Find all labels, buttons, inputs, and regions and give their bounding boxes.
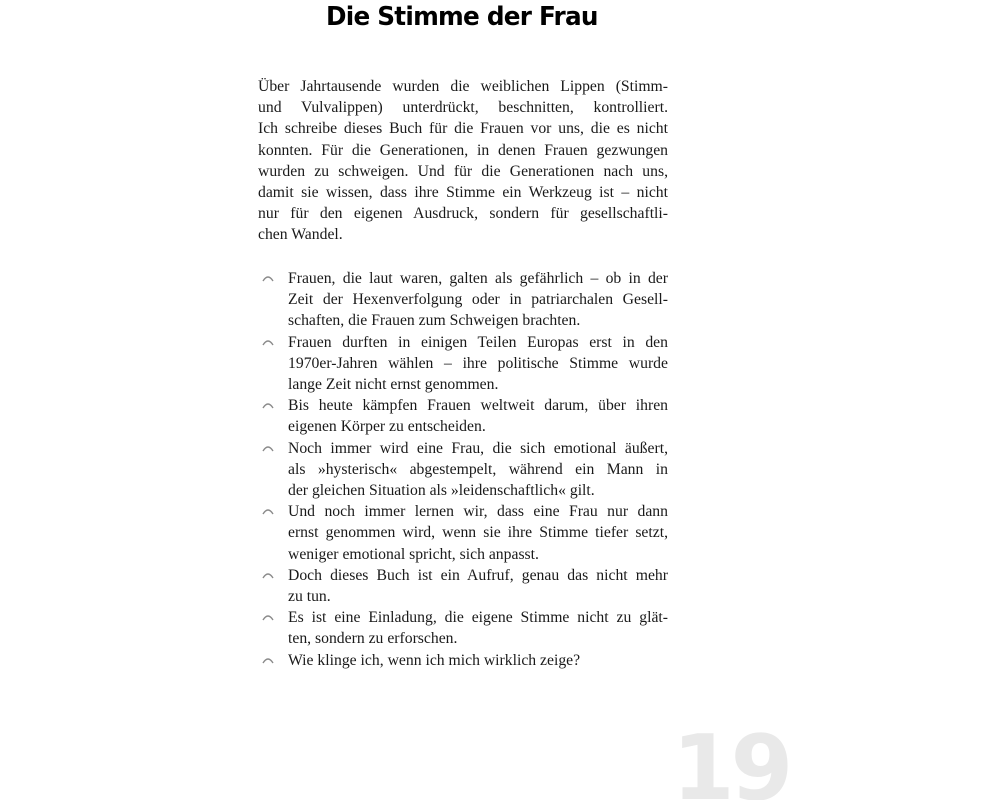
list-item-line: Frauen durften in einigen Teilen Europas erst in den <box>288 333 668 351</box>
lip-arc-icon <box>262 507 274 515</box>
page-number: 19 <box>672 716 790 800</box>
list-item <box>258 268 668 332</box>
list-item-line: Zeit der Hexenverfolgung oder in patriarchalen Gesell- <box>288 291 668 309</box>
intro-line: und Vulvalippen) unterdrückt, beschnitten, kontrolliert. <box>258 99 668 117</box>
list-item-line: Es ist eine Einladung, die eigene Stimme nicht zu glät- <box>288 609 668 627</box>
lip-arc-icon <box>262 444 274 452</box>
list-item-line: Und noch immer lernen wir, dass eine Frau nur dann <box>288 503 668 521</box>
list-item-line: zu tun. <box>288 588 331 606</box>
intro-line: Über Jahrtausende wurden die weiblichen Lippen (Stimm- <box>258 78 668 95</box>
intro-line: wurden zu schweigen. Und für die Generationen nach uns, <box>258 162 668 180</box>
list-item-line: ernst genommen wird, wenn sie ihre Stimme tiefer setzt, <box>288 524 668 542</box>
list-item-line: weniger emotional spricht, sich anpasst. <box>288 545 539 563</box>
list-item-line: Bis heute kämpfen Frauen weltweit darum, über ihren <box>288 397 668 415</box>
list-item-line: eigenen Körper zu entscheiden. <box>288 418 486 436</box>
list-item-line: Frauen, die laut waren, galten als gefährlich – ob in der <box>288 270 668 287</box>
list-item <box>258 332 668 396</box>
list-item-line: lange Zeit nicht ernst genommen. <box>288 376 499 394</box>
lip-arc-icon <box>262 401 274 409</box>
intro-line: chen Wandel. <box>258 226 343 244</box>
list-item-line: Wie klinge ich, wenn ich mich wirklich zeige? <box>288 651 581 669</box>
intro-line: damit sie wissen, dass ihre Stimme ein Werkzeug ist – nicht <box>258 184 668 202</box>
list-item-line: der gleichen Situation als »leidenschaftlich« gilt. <box>288 482 595 500</box>
page-title: Die Stimme der Frau <box>326 2 598 32</box>
lip-arc-icon <box>262 274 274 282</box>
list-item-line: schaften, die Frauen zum Schweigen brachten. <box>288 312 581 330</box>
list-item <box>258 438 668 502</box>
list-item-line: Doch dieses Buch ist ein Aufruf, genau das nicht mehr <box>288 566 668 584</box>
intro-line: nur für den eigenen Ausdruck, sondern für gesellschaftli- <box>258 205 668 223</box>
lip-arc-icon <box>262 656 274 664</box>
list-item <box>258 607 668 649</box>
list-item-line: 1970er-Jahren wählen – ihre politische Stimme wurde <box>288 354 668 372</box>
list-item <box>258 565 668 607</box>
lip-arc-icon <box>262 338 274 346</box>
list-item <box>258 395 668 437</box>
lip-arc-icon <box>262 571 274 579</box>
intro-line: konnten. Für die Generationen, in denen Frauen gezwungen <box>258 141 668 159</box>
intro-line: Ich schreibe dieses Buch für die Frauen vor uns, die es nicht <box>258 120 668 138</box>
list-item-line: ten, sondern zu erforschen. <box>288 630 458 648</box>
page-body <box>258 76 668 669</box>
bullet-list <box>258 268 668 671</box>
list-item-line: Noch immer wird eine Frau, die sich emotional äußert, <box>288 439 668 457</box>
intro-paragraph <box>258 76 668 246</box>
list-item <box>258 501 668 565</box>
list-item <box>258 650 668 671</box>
list-item-line: als »hysterisch« abgestempelt, während ein Mann in <box>288 460 668 478</box>
lip-arc-icon <box>262 613 274 621</box>
